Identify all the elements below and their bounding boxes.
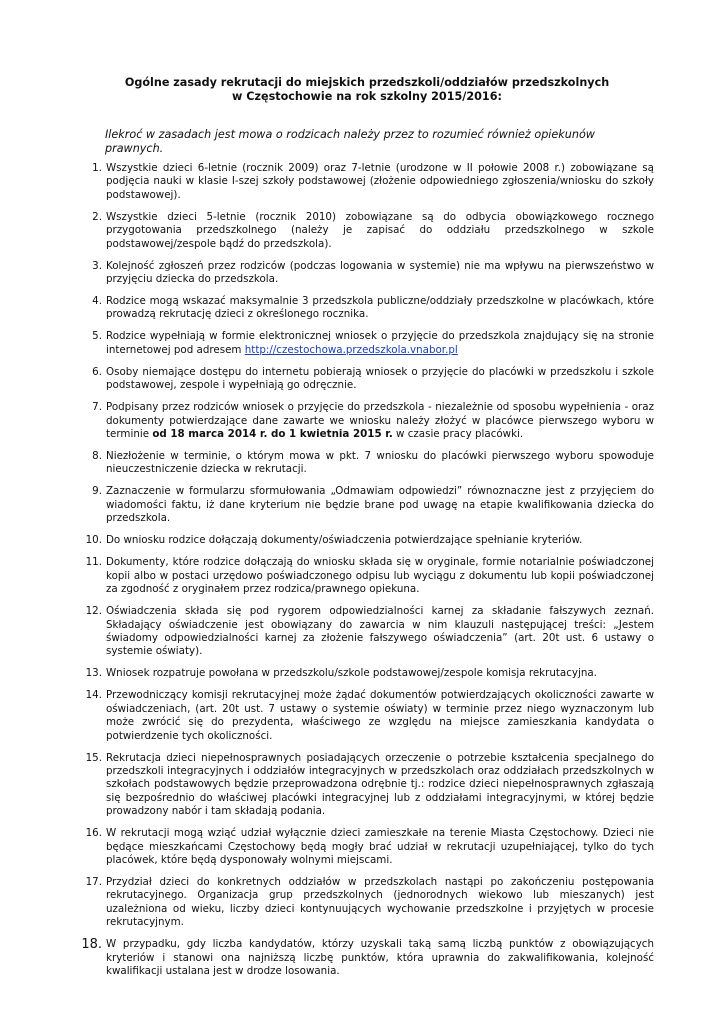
rule-item-2: [80, 211, 654, 251]
rule-text: Przewodniczący komisji rekrutacyjnej może żądać dokumentów potwierdzających okoliczności zawarte w oświadczeniach, (art. 20t ust. 7 ustawy o systemie oświaty) w terminie przez niego wyznaczonym lub może zwrócić się do prezydenta, właściwego ze względu na miejsce zamieszkania kandydata o potwierdzenie tych okoliczności.: [106, 689, 654, 742]
intro-note: Ilekroć w zasadach jest mowa o rodzicach należy przez to rozumieć również opiekunów prawnych.: [105, 128, 595, 155]
rule-text: Rodzice wypełniają w formie elektronicznej wniosek o przyjęcie do przedszkola znajdujący się na stronie internetowej pod adresem: [106, 330, 654, 356]
rule-item-17: [80, 876, 654, 930]
rule-number: 14.: [85, 689, 102, 702]
title-line-1: Ogólne zasady rekrutacji do miejskich przedszkoli/oddziałów przedszkolnych: [124, 76, 610, 89]
rule-item-10: [80, 534, 654, 547]
deadline-dates: od 18 marca 2014 r. do 1 kwietnia 2015 r.: [152, 428, 393, 441]
rule-item-7: [80, 401, 654, 441]
rule-text: Rekrutacja dzieci niepełnosprawnych posiadających orzeczenie o potrzebie kształcenia specjalnego do przedszkoli integracyjnych i oddziałów integracyjnych w przedszkolach oraz oddziałach przedszkolnych w szkołach podstawowych będzie przeprowadzona odrębnie tj.: rodzice dzieci niepełnosprawnych zgłaszają się bezpośrednio do właściwej placówki integracyjnej lub z oddziałami integracyjnymi, w której będzie prowadzony nabór i tam składają podania.: [106, 751, 654, 818]
title-line-2: w Częstochowie na rok szkolny 2015/2016:: [232, 90, 502, 103]
document-title: [80, 76, 654, 104]
rule-item-6: [80, 366, 654, 393]
rule-number: 5.: [92, 330, 102, 343]
rule-number: 2.: [92, 210, 102, 223]
rule-text: Przydział dzieci do konkretnych oddziałów w przedszkolach nastąpi po zakończeniu postępowania rekrutacyjnego. Organizacja grup przedszkolnych (jednorodnych wiekowo lub mieszanych) jest uzależniona od wieku, liczby dzieci kontynuujących wychowanie przedszkolne i przyjętych w procesie rekrutacyjnym.: [106, 875, 654, 929]
rule-number: 1.: [92, 162, 102, 174]
rule-item-13: [80, 667, 654, 680]
rule-text: Rodzice mogą wskazać maksymalnie 3 przedszkola publiczne/oddziały przedszkolne w placówkach, które prowadzą rekrutację dzieci z określonego rocznika.: [106, 295, 654, 321]
rule-text: Wszystkie dzieci 5-letnie (rocznik 2010) zobowiązane są do odbycia obowiązkowego rocznego przygotowania przedszkolnego (należy je zapisać do oddziału przedszkolnego w szkole podstawowej/zespole bądź do przedszkola).: [106, 210, 654, 250]
rule-text: Kolejność zgłoszeń przez rodziców (podczas logowania w systemie) nie ma wpływu na pierwszeństwo w przyjęciu dziecka do przedszkola.: [106, 259, 654, 286]
rule-text: Oświadczenia składa się pod rygorem odpowiedzialności karnej za składanie fałszywych zeznań. Składający oświadczenie jest obowiązany do zawarcia w nim klauzuli następującej treści: „Jestem świadomy odpowiedzialności karnej za złożenie fałszywego oświadczenia” (art. 20t ust. 6 ustawy o systemie oświaty).: [106, 605, 654, 658]
rule-item-5: [80, 330, 654, 357]
rule-number: 17.: [85, 875, 102, 888]
rule-number: 3.: [92, 259, 102, 272]
rule-number: 16.: [85, 827, 102, 840]
rule-item-8: [80, 450, 654, 477]
rule-number: 9.: [92, 485, 102, 498]
rule-text: Zaznaczenie w formularzu sformułowania „Odmawiam odpowiedzi” równoznaczne jest z przyjęciem do wiadomości faktu, iż dane kryterium nie będzie brane pod uwagę na etapie kwalifikowania dziecka do przedszkola.: [106, 485, 654, 525]
rule-text: Osoby niemające dostępu do internetu pobierają wniosek o przyjęcie do placówki w przedszkolu i szkole podstawowej, zespole i wypełniają go odręcznie.: [106, 365, 654, 392]
rule-text: Podpisany przez rodziców wniosek o przyjęcie do przedszkola - niezależnie od sposobu wypełnienia - oraz dokumenty potwierdzające dane zawarte we wniosku należy złożyć w placówce pierwszego wyboru w terminie: [106, 401, 654, 441]
rule-item-1: [80, 162, 654, 202]
rule-text: Dokumenty, które rodzice dołączają do wniosku składa się w oryginale, formie notarialnie poświadczonej kopii albo w postaci urzędowo poświadczonego odpisu lub wyciągu z dokumentu lub kopii poświadczonej za zgodność z oryginałem przez rodzica/prawnego opiekuna.: [106, 556, 654, 596]
rule-item-16: [80, 827, 654, 867]
rule-item-18: [80, 938, 654, 978]
rule-item-4: [80, 295, 654, 322]
rule-number: 13.: [85, 667, 102, 680]
rule-text: Wszystkie dzieci 6-letnie (rocznik 2009) oraz 7-letnie (urodzone w II połowie 2008 r.) zobowiązane są podjęcia nauki w klasie I-szej szkoły podstawowej (złożenie odpowiedniego zgłoszenia/wniosku do szkoły podstawowej).: [106, 162, 654, 201]
rule-item-11: [80, 556, 654, 596]
rule-text: Do wniosku rodzice dołączają dokumenty/oświadczenia potwierdzające spełnianie kryteriów.: [106, 534, 583, 547]
rule-number: 10.: [85, 534, 102, 547]
rule-number: 7.: [92, 401, 102, 414]
rules-list: [80, 162, 654, 978]
rule-number: 11.: [85, 556, 102, 569]
rule-text: W przypadku, gdy liczba kandydatów, którzy uzyskali taką samą liczbą punktów z obowiązujących kryteriów i stanowi ona najniższą liczbę punktów, która uprawnia do zakwalifikowania, kolejność kwalifikacji ustalana jest w drodze losowania.: [106, 938, 654, 977]
rule-number: 6.: [92, 365, 102, 378]
rule-text-end: w czasie pracy placówki.: [392, 428, 524, 441]
rule-text: Niezłożenie w terminie, o którym mowa w pkt. 7 wniosku do placówki pierwszego wyboru spowoduje nieuczestniczenie dziecka w rekrutacji.: [106, 450, 654, 476]
rule-item-12: [80, 605, 654, 659]
rule-item-14: [80, 689, 654, 743]
rule-number: 8.: [92, 450, 102, 463]
rule-text: Wniosek rozpatruje powołana w przedszkolu/szkole podstawowej/zespole komisja rekrutacyjna.: [106, 667, 597, 680]
registration-website-link[interactable]: http://czestochowa.przedszkola.vnabor.pl: [244, 343, 458, 356]
rule-text: W rekrutacji mogą wziąć udział wyłącznie dzieci zamieszkałe na terenie Miasta Częstochowy. Dzieci nie będące mieszkańcami Częstochowy będą mogły brać udział w rekrutacji uzupełniającej, tylko do tych placówek, które będą dysponowały wolnymi miejscami.: [106, 827, 654, 866]
rule-number: 18.: [81, 937, 102, 953]
rule-item-9: [80, 485, 654, 525]
rule-number: 12.: [85, 605, 102, 618]
rule-item-15: [80, 752, 654, 819]
rule-number: 4.: [92, 295, 102, 308]
rule-number: 15.: [85, 751, 102, 764]
rule-item-3: [80, 260, 654, 287]
